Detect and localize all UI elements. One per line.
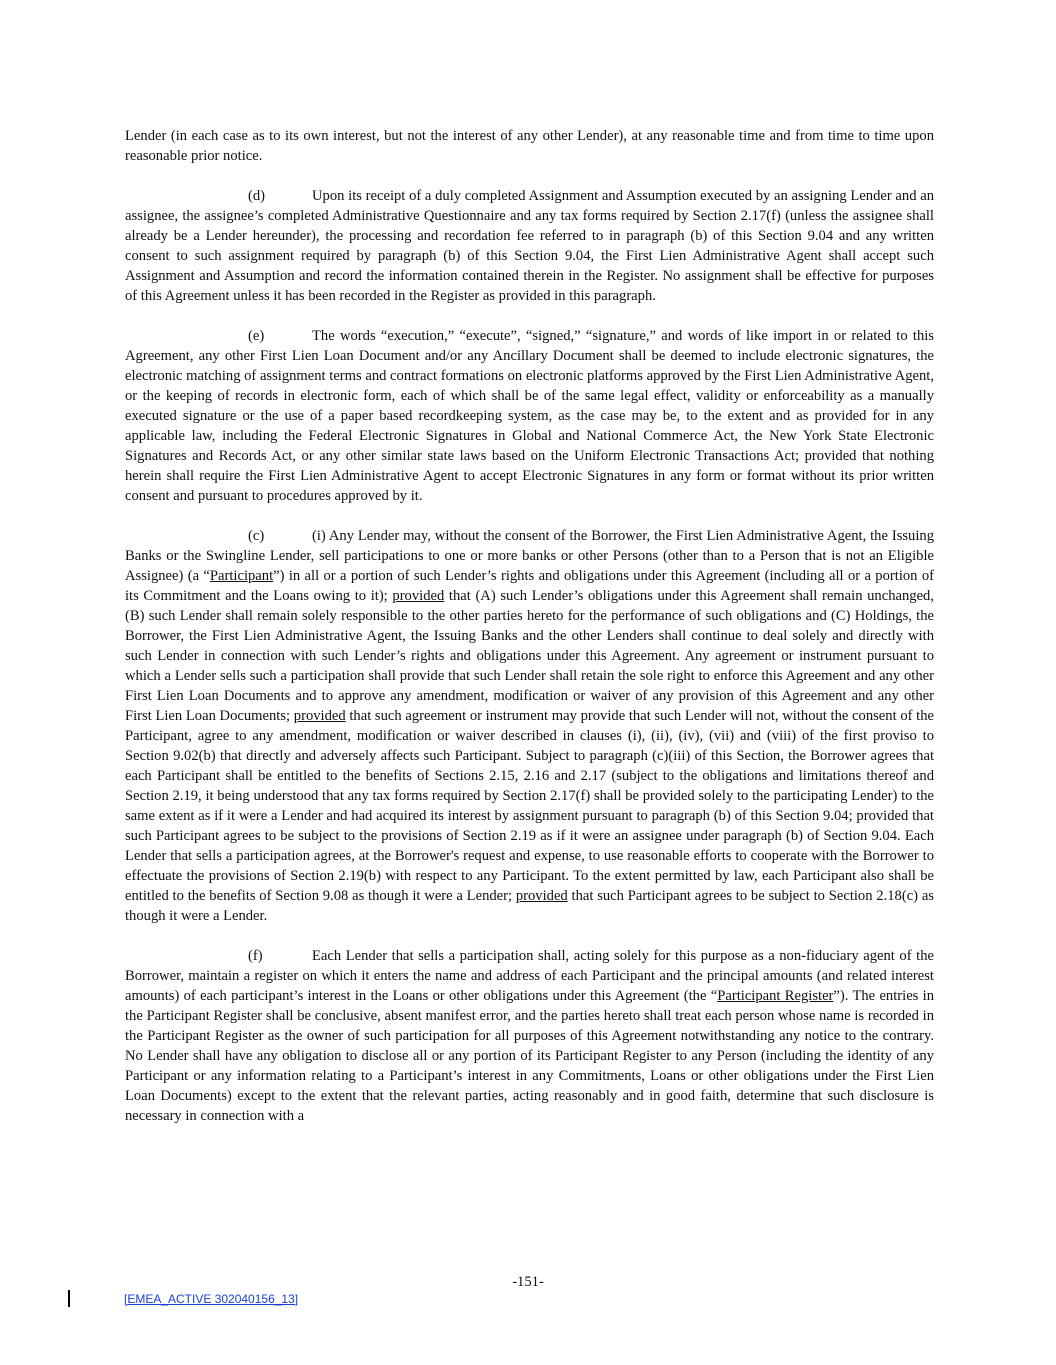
paragraph-f: (f) Each Lender that sells a participation shall, acting solely for this purpose as a non-fiduciary agent of the Borrower, maintain a register on which it enters the name and address of each Participant and the principal amounts (and related interest amounts) of each participant’s interest in the Loans or other obligations under this Agreement (the “Participant Register”). The entries in the Participant Register shall be conclusive, absent manifest error, and the parties hereto shall treat each person whose name is recorded in the Participant Register as the owner of such participation for all purposes of this Agreement notwithstanding any notice to the contrary. No Lender shall have any obligation to disclose all or any portion of its Participant Register to any Person (including the identity of any Participant or any information relating to a Participant’s interest in any Commitments, Loans or other obligations under the First Lien Loan Documents) except to the extent that the relevant parties, acting reasonably and in good faith, determine that such disclosure is necessary in connection with a bbox=[125, 948, 935, 1124]
document-body bbox=[125, 126, 934, 1146]
paragraph-d bbox=[125, 186, 934, 306]
proviso-term: provided bbox=[392, 588, 445, 604]
paragraph-text: The words “execution,” “execute”, “signed,” “signature,” and words of like import in or related to this Agreement, any other First Lien Loan Document and/or any Ancillary Document shall be deemed to include electronic signatures, the electronic matching of assignment terms and contract formations on electronic platforms approved by the First Lien Administrative Agent, or the keeping of records in electronic form, each of which shall be of the same legal effect, validity or enforceability as a manually executed signature or the use of a paper based recordkeeping system, as the case may be, to the extent and as provided for in any applicable law, including the Federal Electronic Signatures in Global and National Commerce Act, the New York State Electronic Signatures and Records Act, or any other similar state laws based on the Uniform Electronic Transactions Act; provided that nothing herein shall require the First Lien Administrative Agent to accept Electronic Signatures in any form or format without its prior written consent and pursuant to procedures approved by it. bbox=[125, 328, 934, 504]
change-bar bbox=[68, 1290, 70, 1307]
paragraph-text: Upon its receipt of a duly completed Assignment and Assumption executed by an assigning Lender and an assignee, the assignee’s completed Administrative Questionnaire and any tax forms required by Section 2.17(f) (unless the assignee shall already be a Lender hereunder), the processing and recordation fee referred to in paragraph (b) of this Section 9.04 and any written consent to such assignment required by paragraph (b) of this Section 9.04, the First Lien Administrative Agent shall accept such Assignment and Assumption and record the information contained therein in the Register. No assignment shall be effective for purposes of this Agreement unless it has been recorded in the Register as provided in this paragraph. bbox=[125, 188, 934, 304]
page-number: -151- bbox=[512, 1274, 544, 1290]
paragraph-e bbox=[125, 326, 934, 506]
document-reference-link[interactable]: [EMEA_ACTIVE 302040156_13] bbox=[124, 1292, 299, 1306]
paragraph-label: (e) bbox=[248, 328, 265, 344]
proviso-term: provided bbox=[515, 888, 568, 904]
defined-term-participant-register: Participant Register bbox=[717, 988, 834, 1004]
paragraph-label: (d) bbox=[248, 188, 266, 204]
paragraph-continuation: Lender (in each case as to its own interest, but not the interest of any other Lender), at any reasonable time and from time to time upon reasonable prior notice. bbox=[125, 128, 934, 164]
proviso-term: provided bbox=[293, 708, 346, 724]
defined-term-participant: Participant bbox=[209, 568, 274, 584]
paragraph-label: (f) bbox=[248, 948, 263, 964]
paragraph-c: (c) (i) Any Lender may, without the consent of the Borrower, the First Lien Administrative Agent, the Issuing Banks or the Swingline Lender, sell participations to one or more banks or other Persons (other than to a Person that is not an Eligible Assignee) (a “Participant”) in all or a portion of such Lender’s rights and obligations under this Agreement (including all or a portion of its Commitment and the Loans owing to it); provided that (A) such Lender’s obligations under this Agreement shall remain unchanged, (B) such Lender shall remain solely responsible to the other parties hereto for the performance of such obligations and (C) Holdings, the Borrower, the First Lien Administrative Agent, the Issuing Banks and the other Lenders shall continue to deal solely and directly with such Lender in connection with such Lender’s rights and obligations under this Agreement. Any agreement or instrument pursuant to which a Lender sells such a participation shall provide that such Lender shall retain the sole right to enforce this Agreement and any other First Lien Loan Documents and to approve any amendment, modification or waiver of any provision of this Agreement and any other First Lien Loan Documents; provided that such agreement or instrument may provide that such Lender will not, without the consent of the Participant, agree to any amendment, modification or waiver described in clauses (i), (ii), (iv), (vii) and (viii) of the first proviso to Section 9.02(b) that directly and adversely affects such Participant. Subject to paragraph (c)(iii) of this Section, the Borrower agrees that each Participant shall be entitled to the benefits of Sections 2.15, 2.16 and 2.17 (subject to the obligations and limitations thereof and Section 2.19, it being understood that any tax forms required by Section 2.17(f) shall be provided solely to the participating Lender) to the same extent as if it were a Lender and had acquired its interest by assignment pursuant to paragraph (b) of this Section 9.04; provided that such Participant agrees to be subject to the provisions of Section 2.19 as if it were an assignee under paragraph (b) of Section 9.04. Each Lender that sells a participation agrees, at the Borrower's request and expense, to use reasonable efforts to cooperate with the Borrower to effectuate the provisions of Section 2.19(b) with respect to any Participant. To the extent permitted by law, each Participant also shall be entitled to the benefits of Section 9.08 as though it were a Lender; provided that such Participant agrees to be subject to Section 2.18(c) as though it were a Lender. bbox=[125, 528, 934, 924]
paragraph-label: (c) bbox=[248, 528, 265, 544]
